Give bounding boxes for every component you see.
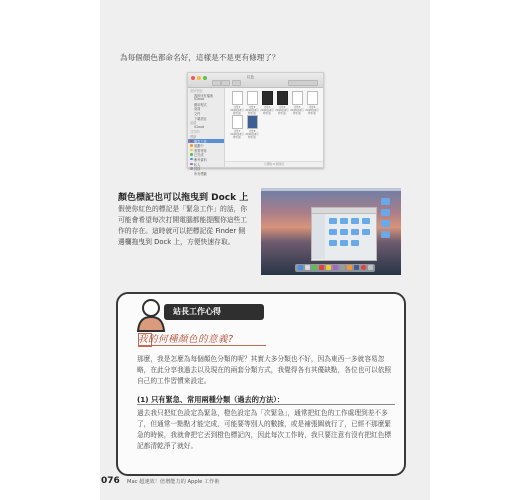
intro-question: 為每個顏色都命名好，這樣是不是更有條理了？ <box>120 53 280 62</box>
folder-icon <box>340 218 348 224</box>
sidebar-label: iCloud <box>194 97 204 102</box>
document-icon <box>247 115 258 129</box>
folder-icon <box>340 229 348 235</box>
file-item[interactable] <box>260 91 274 114</box>
file-name: 文件3 2016年8月修訂版 <box>260 106 274 115</box>
folder-icon <box>329 229 337 235</box>
folder-icon <box>381 220 390 227</box>
close-icon[interactable] <box>191 76 195 80</box>
folder-icon <box>351 218 359 224</box>
file-item[interactable] <box>275 91 289 114</box>
file-item[interactable] <box>245 91 259 114</box>
sidebar-label: 規劃中 <box>194 144 204 149</box>
sidebar-label: 封存 <box>194 167 201 172</box>
sidebar-label: 文件 <box>194 111 201 116</box>
view-button[interactable] <box>232 80 241 86</box>
folder-icon <box>381 198 390 205</box>
sidebar-label: 標籤 <box>190 134 197 139</box>
section-paragraph-line: 作的存在。這時就可以把標記從 Finder 側 <box>118 227 246 235</box>
sidebar-label: 已完成 <box>194 153 204 158</box>
handwritten-underline <box>138 345 266 346</box>
folder-icon <box>351 240 359 246</box>
folder-icon <box>329 240 337 246</box>
tag-color-dot-icon <box>190 140 193 143</box>
document-icon <box>292 91 303 105</box>
forward-button[interactable] <box>221 80 230 86</box>
callout-subparagraph-line: 記都清乾淨了就好。 <box>137 442 198 450</box>
callout-paragraph-line: 自己的工作習慣來設定。 <box>137 377 211 385</box>
sidebar-label: 裝置 <box>190 121 197 126</box>
subheading-rule <box>137 404 395 405</box>
finder-window <box>187 72 324 176</box>
tag-color-dot-icon <box>190 144 193 147</box>
file-name: 文件5 2016年8月修訂版 <box>290 106 304 115</box>
sidebar-label: 所有標籤 <box>194 171 207 176</box>
document-icon <box>277 91 288 105</box>
red-tag-dock-icon[interactable] <box>361 265 366 270</box>
callout-paragraph-line: 略，在此分享我過去以及現在的兩套分類方式，我覺得各有其優缺點，各位也可以依照 <box>137 366 392 374</box>
file-name: 文件8 2016年8月修訂版 <box>245 130 259 139</box>
callout-subheading: (1) 只有緊急、常用兩種分類（過去的方法）： <box>137 395 285 404</box>
zoom-icon[interactable] <box>203 76 207 80</box>
sidebar-label: 應用程式 <box>194 102 207 107</box>
folder-icon <box>381 209 390 216</box>
section-heading: 顏色標記也可以拖曳到 Dock 上 <box>118 193 249 203</box>
sidebar-label: 下載項目 <box>194 116 207 121</box>
tag-color-dot-icon <box>190 153 193 156</box>
dock-app-icon[interactable] <box>305 265 310 270</box>
sidebar-label: 需要等待 <box>194 148 207 153</box>
file-name: 文件4 2016年8月修訂版 <box>275 106 289 115</box>
callout-subparagraph-line: 過去我只把紅色設定為緊急，橙色設定為「次緊急」，通常把紅色的工作處理到差不多 <box>137 409 388 417</box>
sidebar-label: 緊急工作 <box>194 139 207 144</box>
document-icon <box>232 91 243 105</box>
sidebar-item[interactable] <box>188 171 224 176</box>
file-item[interactable] <box>305 91 319 114</box>
callout-subparagraph-line: 急的時候，我就會把它丟到橙色標記內，因此每次工作時，我只要注意有沒有把紅色標 <box>137 431 392 439</box>
dock-app-icon[interactable] <box>347 265 352 270</box>
tag-color-dot-icon <box>190 163 193 166</box>
handwritten-title: 我的何種顏色的意義? <box>138 334 234 345</box>
folder-icon <box>362 229 370 235</box>
section-paragraph-line: 可能會希望每次打開電腦都能提醒你這些工 <box>118 216 248 224</box>
file-name: 文件6 2016年8月修訂版 <box>305 106 319 115</box>
file-item[interactable] <box>230 91 244 114</box>
sidebar-label: 私人 <box>194 162 201 167</box>
finder-title: 紅色 <box>247 75 254 79</box>
sidebar-label: 參考資料 <box>194 157 207 162</box>
file-item[interactable] <box>290 91 304 114</box>
file-name: 文件2 2016年8月修訂版 <box>245 106 259 115</box>
file-item[interactable] <box>245 115 259 138</box>
dock-app-icon[interactable] <box>319 265 324 270</box>
file-item[interactable] <box>230 115 244 138</box>
sidebar-label: 喜好項目 <box>190 89 203 93</box>
file-name: 文件7 2016年8月修訂版 <box>230 130 244 139</box>
folder-icon <box>351 229 359 235</box>
dock-app-icon[interactable] <box>354 265 359 270</box>
finder-status: 已選取 8 個項目 <box>225 161 323 167</box>
folder-icon <box>362 218 370 224</box>
folder-icon <box>340 240 348 246</box>
sidebar-label: 共享的 <box>190 130 200 135</box>
dock-app-icon[interactable] <box>298 265 303 270</box>
callout-banner: 站長工作心得 <box>164 304 264 320</box>
document-icon <box>232 115 243 129</box>
trash-icon[interactable] <box>368 265 373 270</box>
document-icon <box>247 91 258 105</box>
tag-color-dot-icon <box>190 167 193 170</box>
running-footer: Mac 超速效！倍增能力的 Apple 工作術 <box>127 479 220 485</box>
tag-color-dot-icon <box>190 149 193 152</box>
back-button[interactable] <box>212 80 221 86</box>
finder-window-small <box>311 207 377 261</box>
sidebar-label: 我的所有檔案 <box>194 93 214 98</box>
document-icon <box>307 91 318 105</box>
dock-app-icon[interactable] <box>326 265 331 270</box>
folder-icon <box>381 231 390 238</box>
sidebar-label: iCloud <box>194 124 204 129</box>
finder-titlebar <box>188 73 323 88</box>
search-input[interactable] <box>288 80 318 86</box>
page-number: 076 <box>101 476 120 486</box>
folder-icon <box>329 218 337 224</box>
minimize-icon[interactable] <box>197 76 201 80</box>
menu-bar <box>261 188 401 191</box>
section-paragraph-line: 假使你紅色的標記是「緊急工作」的話，你 <box>118 205 248 213</box>
document-icon <box>262 91 273 105</box>
callout-paragraph-line: 那麼，我是怎麼為每個顏色分類的呢？其實大多分類也不好，因為東西一多就容易忽 <box>137 355 385 363</box>
finder-sidebar <box>188 88 225 176</box>
dock-app-icon[interactable] <box>312 265 317 270</box>
sidebar-label: 桌面 <box>194 107 201 112</box>
section-paragraph-line: 邊欄拖曳到 Dock 上，方便快速存取。 <box>118 238 235 246</box>
callout-subparagraph-line: 了，但通常一點點才能完成，可能要等別人的數據，或是補張圖就行了，已經不那麼緊 <box>137 420 392 428</box>
tag-color-dot-icon <box>190 158 193 161</box>
desktop-screenshot <box>261 188 401 275</box>
author-bust-icon <box>136 298 166 332</box>
file-name: 文件1 2016年8月修訂版 <box>230 106 244 115</box>
dock-app-icon[interactable] <box>340 265 345 270</box>
dock-app-icon[interactable] <box>333 265 338 270</box>
